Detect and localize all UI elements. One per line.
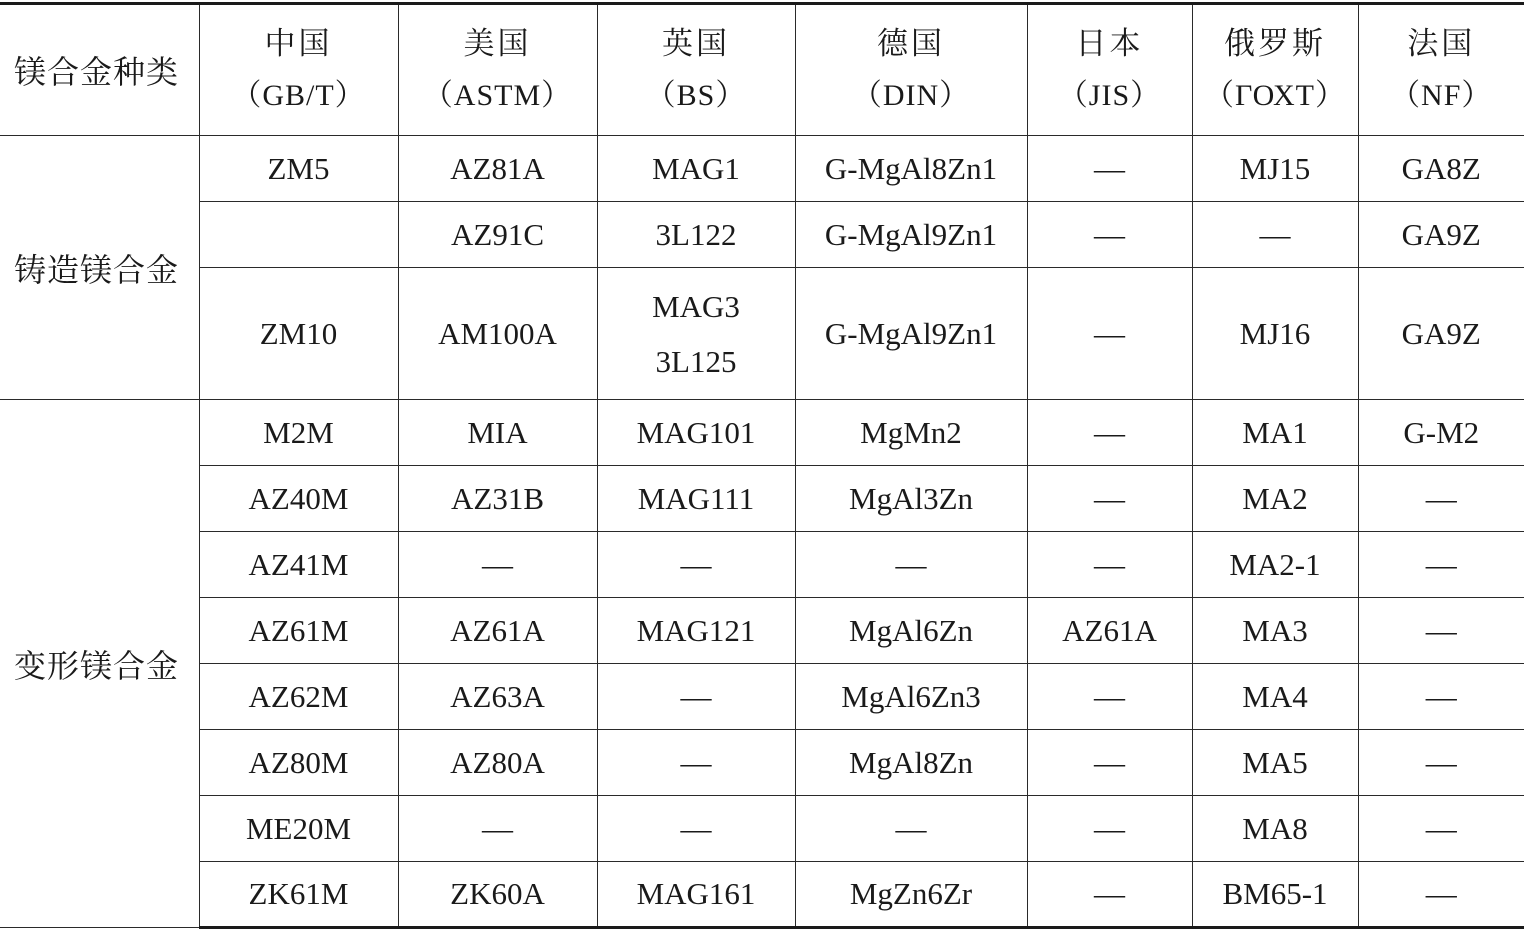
grade-cell-japan: AZ61A [1027, 598, 1192, 664]
grade-cell-japan: — [1027, 664, 1192, 730]
grade-cell-japan: — [1027, 532, 1192, 598]
grade-cell-france: — [1358, 664, 1524, 730]
grade-cell-france: — [1358, 598, 1524, 664]
grade-cell-russia: BM65-1 [1192, 862, 1358, 928]
grade-cell-france: — [1358, 730, 1524, 796]
grade-cell-japan: — [1027, 202, 1192, 268]
grade-cell-france: GA9Z [1358, 202, 1524, 268]
table-row [0, 400, 1524, 466]
grade-cell-usa: — [398, 532, 597, 598]
grade-cell-france: — [1358, 532, 1524, 598]
grade-cell-china: ME20M [199, 796, 398, 862]
grade-cell-uk: MAG1 [597, 136, 795, 202]
grade-cell-uk: MAG121 [597, 598, 795, 664]
grade-cell-uk: 3L122 [597, 202, 795, 268]
grade-cell-russia: MA1 [1192, 400, 1358, 466]
grade-cell-china: AZ41M [199, 532, 398, 598]
country-name: 美国 [463, 26, 532, 62]
grade-cell-usa: AZ80A [398, 730, 597, 796]
grade-cell-usa: AM100A [398, 268, 597, 400]
header-uk [597, 4, 795, 136]
standard-code: （JIS） [1057, 79, 1162, 112]
table-row [0, 532, 1524, 598]
grade-cell-uk: — [597, 730, 795, 796]
country-name: 俄罗斯 [1224, 26, 1326, 62]
country-name: 法国 [1407, 26, 1476, 62]
grade-cell-uk: MAG111 [597, 466, 795, 532]
country-name: 英国 [662, 26, 730, 62]
grade-cell-usa: AZ61A [398, 598, 597, 664]
grade-cell-usa: AZ91C [398, 202, 597, 268]
grade-cell-usa: MIA [398, 400, 597, 466]
grade-cell-uk: MAG161 [597, 862, 795, 928]
grade-cell-russia: — [1192, 202, 1358, 268]
grade-cell-russia: MA8 [1192, 796, 1358, 862]
country-name: 中国 [264, 26, 333, 62]
grade-cell-france: — [1358, 796, 1524, 862]
grade-cell-russia: MA2-1 [1192, 532, 1358, 598]
grade-cell-germany: MgMn2 [795, 400, 1027, 466]
header-japan [1027, 4, 1192, 136]
grade-cell-usa: AZ31B [398, 466, 597, 532]
header-russia [1192, 4, 1358, 136]
grade-cell-japan: — [1027, 400, 1192, 466]
grade-cell-usa: ZK60A [398, 862, 597, 928]
header-row [0, 4, 1524, 136]
magnesium-alloy-grade-table [0, 2, 1524, 929]
grade-cell-japan: — [1027, 796, 1192, 862]
table-row [0, 202, 1524, 268]
grade-cell-china: ZM10 [199, 268, 398, 400]
table-row [0, 466, 1524, 532]
standard-code: （DIN） [851, 79, 971, 112]
grade-cell-france: — [1358, 466, 1524, 532]
standard-code: （NF） [1390, 79, 1493, 112]
grade-cell-germany: MgZn6Zr [795, 862, 1027, 928]
grade-cell-uk: — [597, 664, 795, 730]
grade-cell-france: — [1358, 862, 1524, 928]
grade-cell-germany: MgAl3Zn [795, 466, 1027, 532]
grade-cell-germany: — [795, 532, 1027, 598]
country-name: 德国 [877, 26, 945, 62]
category-wrought-alloy: 变形镁合金 [0, 400, 199, 928]
standard-code: （ГОХТ） [1204, 79, 1346, 112]
grade-cell-uk: MAG101 [597, 400, 795, 466]
table-row [0, 862, 1524, 928]
grade-cell-russia: MA2 [1192, 466, 1358, 532]
table-row [0, 268, 1524, 400]
grade-cell-japan: — [1027, 730, 1192, 796]
table-row [0, 136, 1524, 202]
grade-line: 3L125 [655, 343, 737, 379]
grade-cell-germany: MgAl6Zn3 [795, 664, 1027, 730]
grade-cell-china: ZK61M [199, 862, 398, 928]
grade-cell-germany: G-MgAl9Zn1 [795, 202, 1027, 268]
grade-cell-germany: — [795, 796, 1027, 862]
grade-cell-usa: AZ63A [398, 664, 597, 730]
standard-code: （ASTM） [422, 79, 573, 112]
grade-cell-france: GA8Z [1358, 136, 1524, 202]
grade-cell-germany: G-MgAl8Zn1 [795, 136, 1027, 202]
grade-cell-japan: — [1027, 862, 1192, 928]
header-germany [795, 4, 1027, 136]
table-row [0, 598, 1524, 664]
grade-cell-france: G-M2 [1358, 400, 1524, 466]
header-china [199, 4, 398, 136]
country-name: 日本 [1075, 26, 1144, 62]
standard-code: （GB/T） [231, 79, 366, 112]
grade-cell-germany: MgAl8Zn [795, 730, 1027, 796]
grade-cell-russia: MJ16 [1192, 268, 1358, 400]
grade-cell-russia: MA4 [1192, 664, 1358, 730]
grade-cell-russia: MJ15 [1192, 136, 1358, 202]
grade-cell-uk [597, 268, 795, 400]
grade-cell-germany: MgAl6Zn [795, 598, 1027, 664]
grade-cell-china: AZ62M [199, 664, 398, 730]
grade-cell-china: ZM5 [199, 136, 398, 202]
grade-cell-germany: G-MgAl9Zn1 [795, 268, 1027, 400]
category-cast-alloy: 铸造镁合金 [0, 136, 199, 400]
grade-cell-china: M2M [199, 400, 398, 466]
grade-cell-uk: — [597, 796, 795, 862]
header-france [1358, 4, 1524, 136]
standard-code: （BS） [645, 79, 747, 112]
grade-cell-japan: — [1027, 136, 1192, 202]
grade-cell-japan: — [1027, 268, 1192, 400]
grade-cell-usa: — [398, 796, 597, 862]
table-row [0, 664, 1524, 730]
grade-cell-china: AZ61M [199, 598, 398, 664]
corner-header: 镁合金种类 [0, 4, 199, 136]
table-row [0, 796, 1524, 862]
grade-cell-china: AZ80M [199, 730, 398, 796]
grade-cell-russia: MA3 [1192, 598, 1358, 664]
grade-cell-france: GA9Z [1358, 268, 1524, 400]
grade-cell-china [199, 202, 398, 268]
grade-cell-russia: MA5 [1192, 730, 1358, 796]
grade-cell-china: AZ40M [199, 466, 398, 532]
grade-line: MAG3 [652, 288, 740, 324]
header-usa [398, 4, 597, 136]
grade-cell-uk: — [597, 532, 795, 598]
grade-cell-japan: — [1027, 466, 1192, 532]
grade-cell-usa: AZ81A [398, 136, 597, 202]
table-row [0, 730, 1524, 796]
